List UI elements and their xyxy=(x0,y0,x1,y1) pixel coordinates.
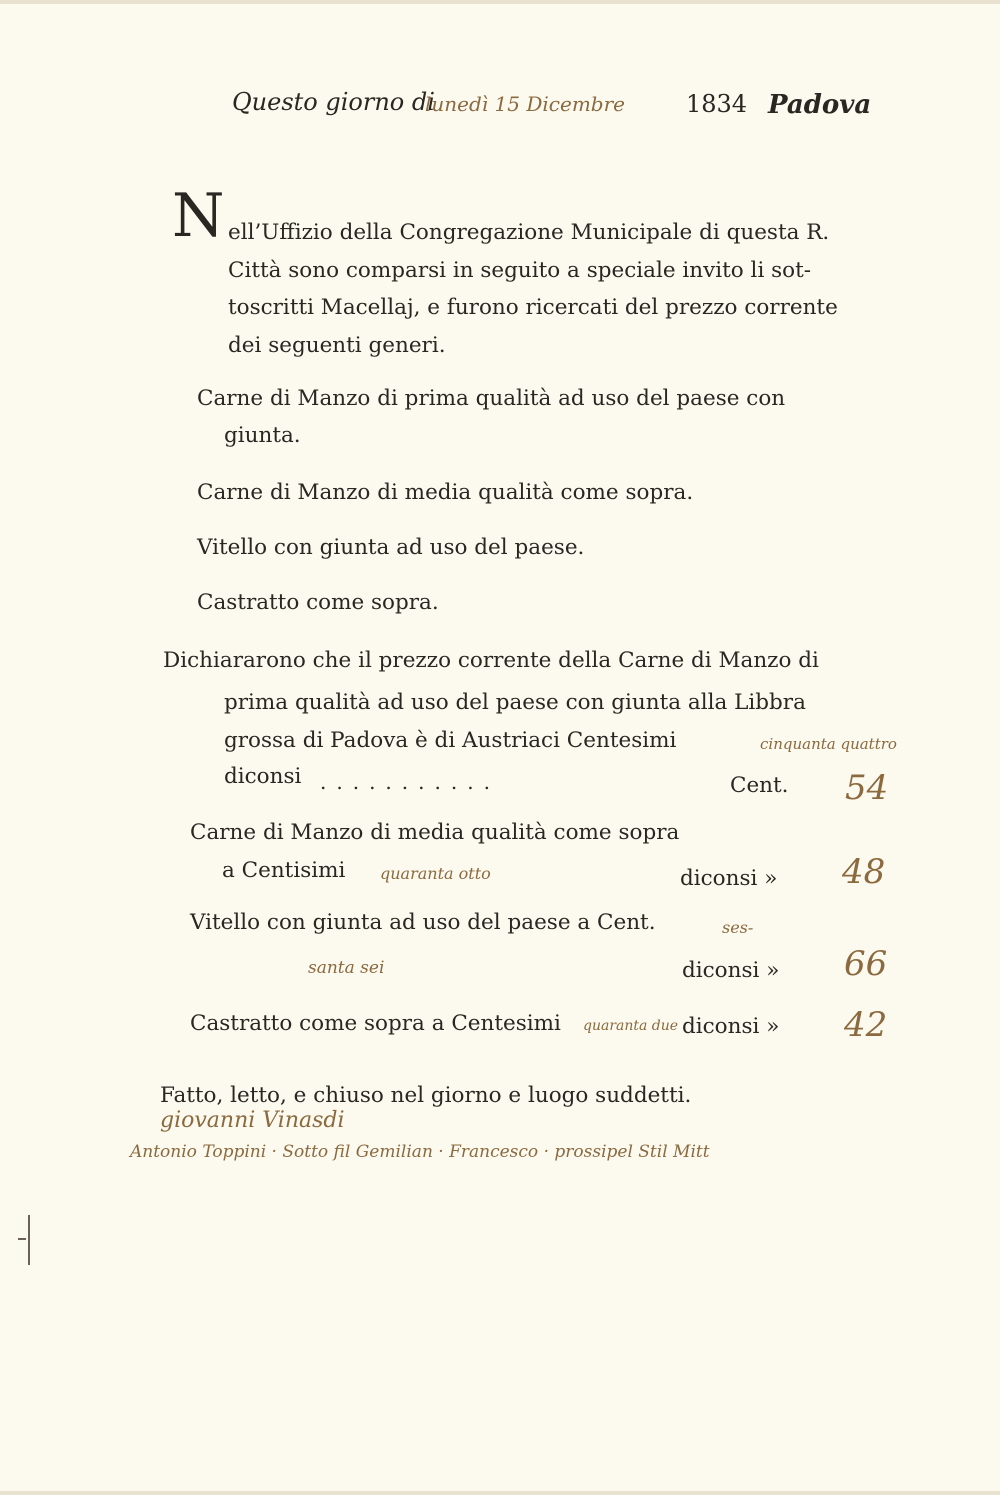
closing-statement: Fatto, letto, e chiuso nel giorno e luogo suddetti. xyxy=(160,1083,692,1108)
castratto-diconsi: diconsi » xyxy=(682,1014,780,1039)
item-3: Vitello con giunta ad uso del paese. xyxy=(197,535,585,560)
page-edge-bottom xyxy=(0,1491,1000,1495)
handwritten-date: lunedì 15 Dicembre xyxy=(425,92,625,116)
drop-cap: N xyxy=(172,181,225,251)
page-margin-tick xyxy=(18,1238,26,1240)
leader-dots: ........... xyxy=(320,770,500,794)
page-edge-top xyxy=(0,0,1000,4)
handwritten-vitello-amount-b: santa sei xyxy=(308,958,385,978)
vitello-diconsi: diconsi » xyxy=(682,958,780,983)
media-line-a: Carne di Manzo di media qualità come sopra xyxy=(190,820,680,845)
declaration-line-2: prima qualità ad uso del paese con giunta alla Libbra xyxy=(224,690,806,715)
header-prefix: Questo giorno di xyxy=(232,88,435,116)
declaration-diconsi: diconsi xyxy=(224,764,302,789)
signature-1: giovanni Vinasdi xyxy=(160,1108,345,1133)
declaration-line-3: grossa di Padova è di Austriaci Centesimi xyxy=(224,728,677,753)
media-line-b: a Centisimi xyxy=(222,858,346,883)
intro-line-3: toscritti Macellaj, e furono ricercati del prezzo corrente xyxy=(228,295,838,320)
vitello-line-a: Vitello con giunta ad uso del paese a Cent. xyxy=(190,910,656,935)
handwritten-value-1: 54 xyxy=(845,768,889,808)
handwritten-media-amount: quaranta otto xyxy=(380,864,491,883)
signature-2: Antonio Toppini · Sotto fil Gemilian · Francesco · prossipel Stil Mitt xyxy=(130,1142,710,1162)
intro-line-4: dei seguenti generi. xyxy=(228,333,446,358)
handwritten-vitello-value: 66 xyxy=(844,944,888,984)
page-margin-mark xyxy=(28,1215,30,1265)
intro-line-1: ell’Uffizio della Congregazione Municipale di questa R. xyxy=(228,220,830,245)
media-diconsi: diconsi » xyxy=(680,866,778,891)
handwritten-castratto-value: 42 xyxy=(844,1005,888,1045)
castratto-line: Castratto come sopra a Centesimi xyxy=(190,1011,561,1036)
intro-line-2: Città sono comparsi in seguito a speciale invito li sot- xyxy=(228,258,812,283)
handwritten-media-value: 48 xyxy=(842,852,886,892)
declaration-cent: Cent. xyxy=(730,773,789,798)
item-1-line-a: Carne di Manzo di prima qualità ad uso del paese con xyxy=(197,386,786,411)
item-2: Carne di Manzo di media qualità come sopra. xyxy=(197,480,694,505)
handwritten-vitello-amount-a: ses- xyxy=(722,918,754,937)
handwritten-castratto-amount: quaranta due xyxy=(583,1018,679,1034)
item-1-line-b: giunta. xyxy=(224,423,301,448)
header-year: 1834 xyxy=(686,90,748,118)
header-city: Padova xyxy=(768,90,872,120)
item-4: Castratto come sopra. xyxy=(197,590,439,615)
declaration-line-1: Dichiararono che il prezzo corrente della Carne di Manzo di xyxy=(163,648,819,673)
handwritten-amount-1: cinquanta quattro xyxy=(760,735,897,753)
